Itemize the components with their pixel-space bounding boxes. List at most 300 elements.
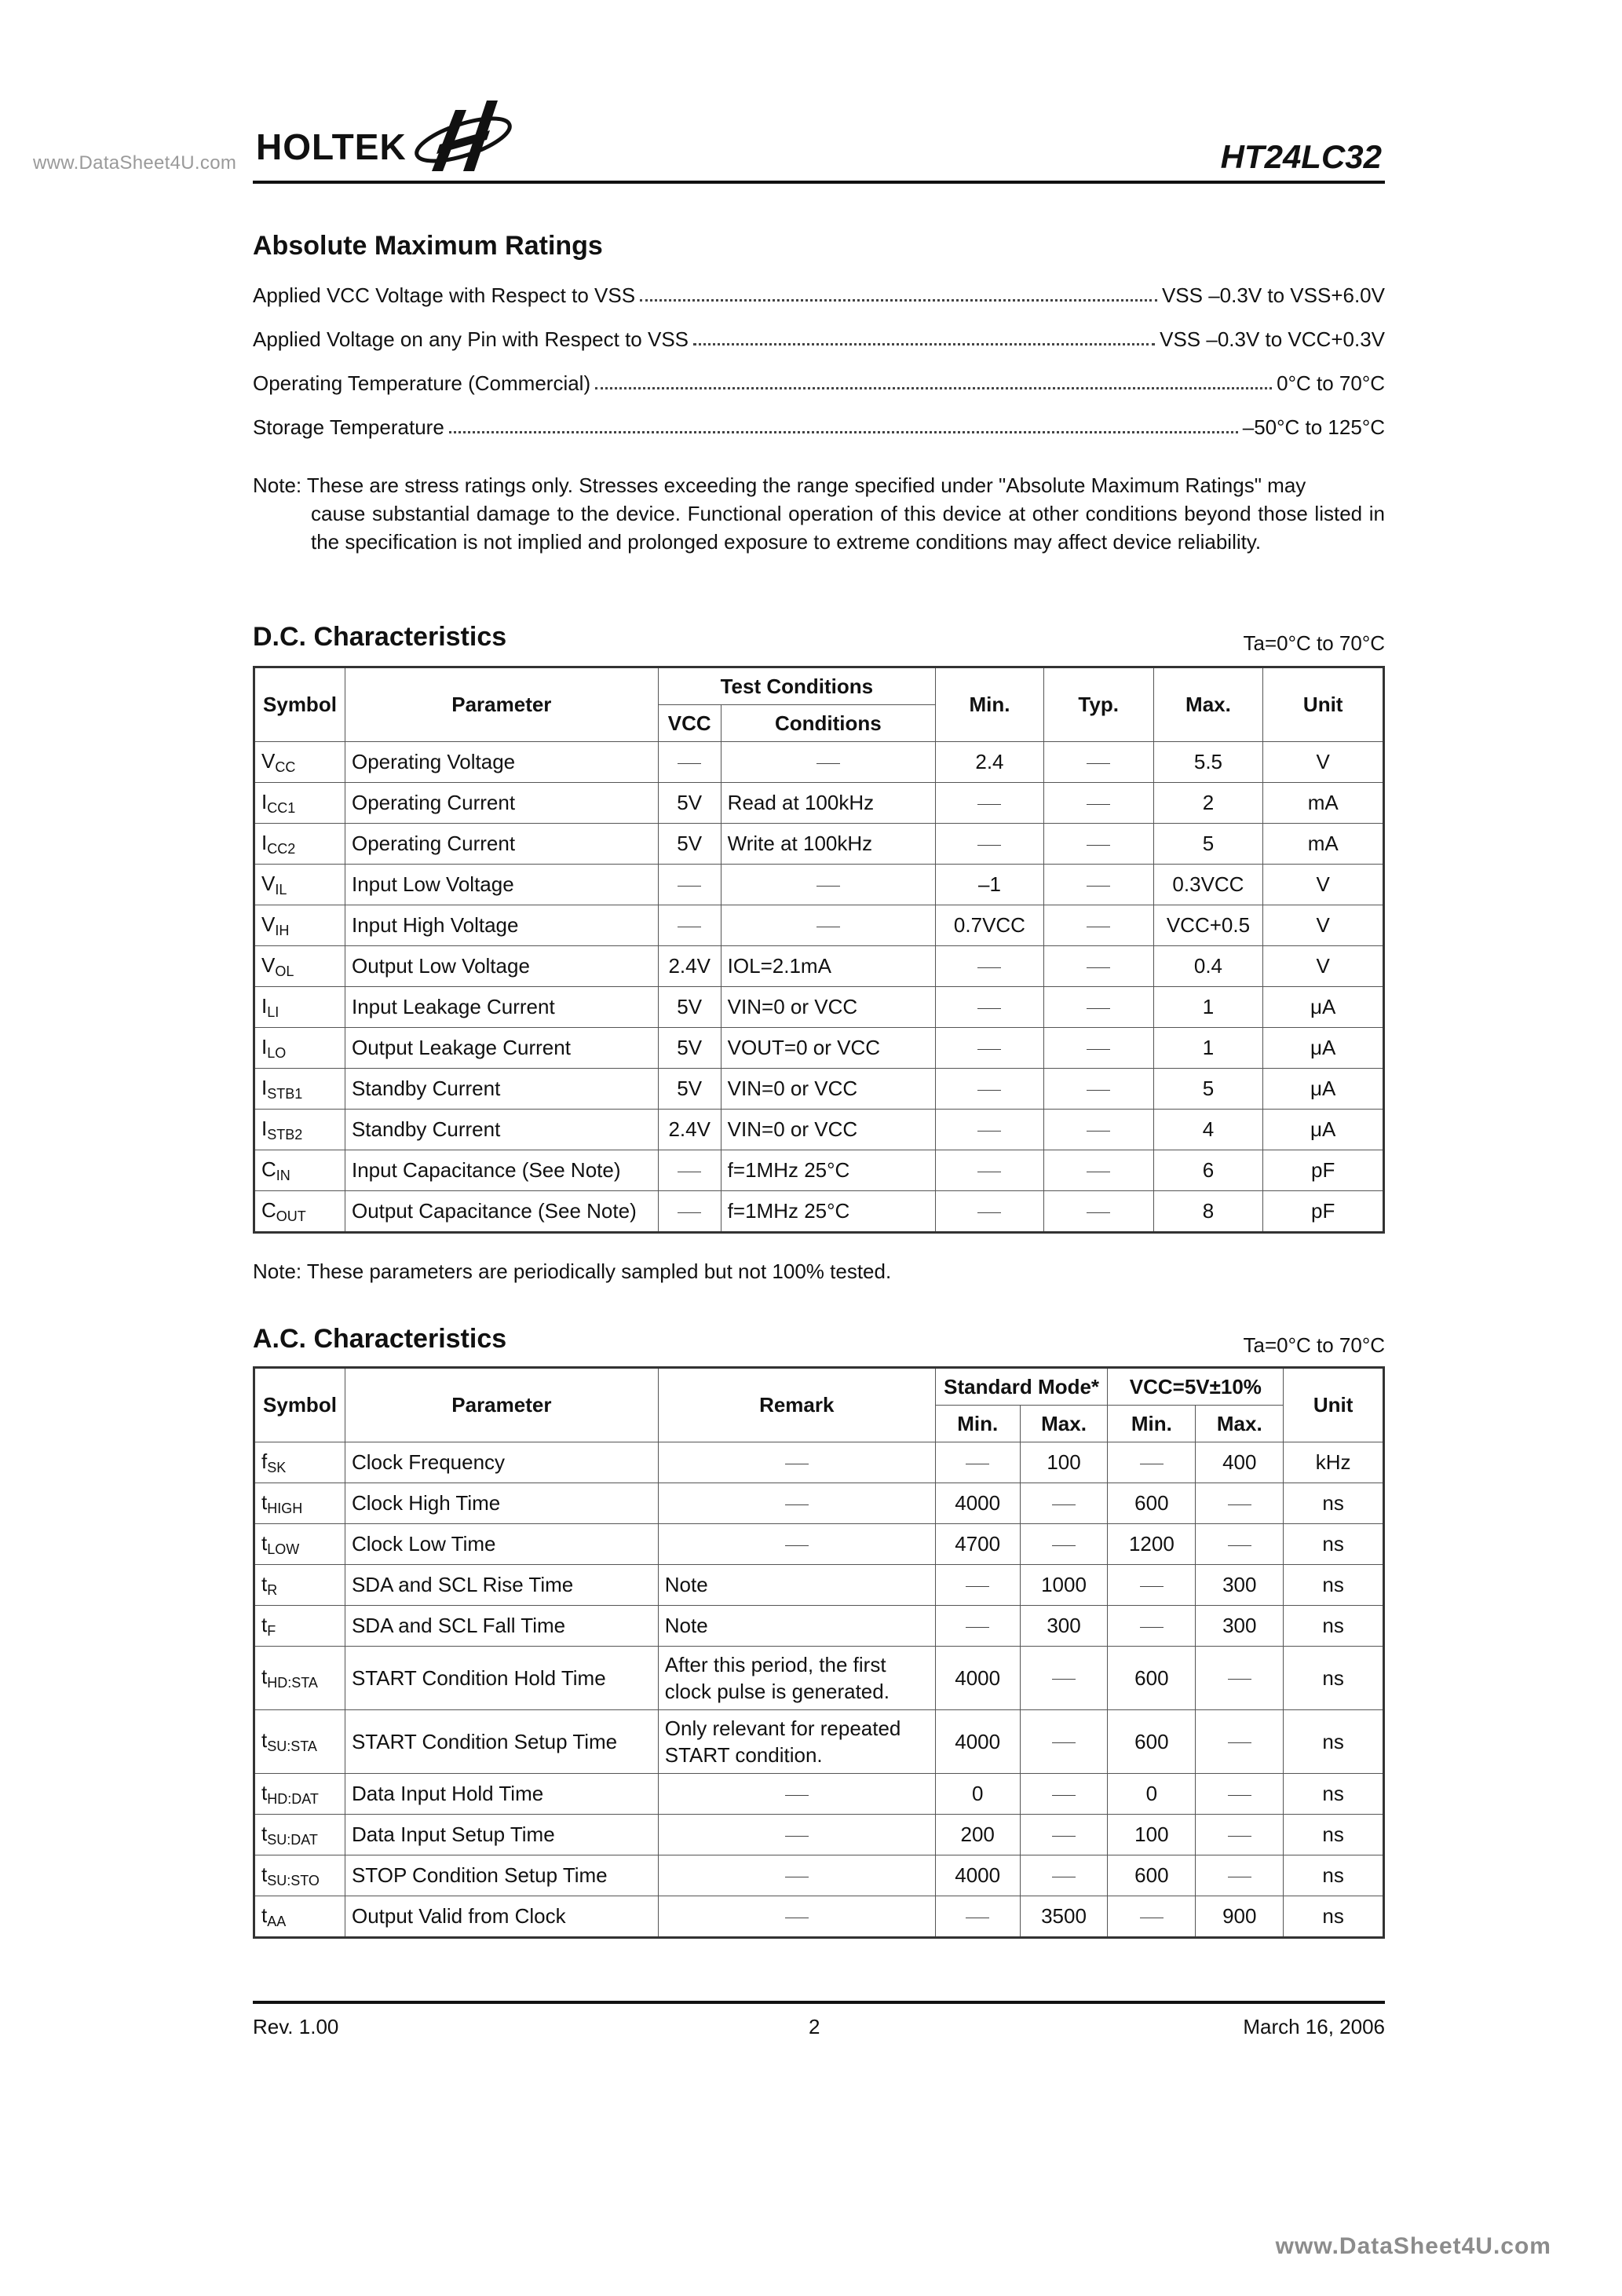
dash-mark xyxy=(1087,804,1110,805)
unit-cell: pF xyxy=(1263,1150,1384,1191)
table-row xyxy=(254,1524,1384,1565)
table-row xyxy=(254,1710,1384,1774)
vcc-max-cell xyxy=(1196,1524,1284,1565)
conditions-cell: VIN=0 or VCC xyxy=(721,1069,935,1110)
vcc-min-cell: 600 xyxy=(1108,1710,1196,1774)
table-row xyxy=(254,1815,1384,1855)
typ-cell xyxy=(1043,1069,1153,1110)
conditions-cell xyxy=(721,742,935,783)
dc-note: Note: These parameters are periodically sampled but not 100% tested. xyxy=(253,1260,892,1283)
std-min-cell: 200 xyxy=(935,1815,1020,1855)
symbol-subscript: OL xyxy=(275,963,294,979)
ac-header-vcc-max: Max. xyxy=(1196,1406,1284,1442)
dc-characteristics-table xyxy=(253,666,1385,1234)
dash-mark xyxy=(977,1131,1001,1132)
symbol-cell: $f_{SK}$ xyxy=(254,1442,345,1483)
dash-mark xyxy=(1052,1545,1076,1546)
unit-cell: ns xyxy=(1284,1896,1384,1938)
ac-header-vcc-min: Min. xyxy=(1108,1406,1196,1442)
unit-cell: pF xyxy=(1263,1191,1384,1233)
unit-cell: μA xyxy=(1263,987,1384,1028)
conditions-cell: Write at 100kHz xyxy=(721,824,935,865)
dash-mark xyxy=(1228,1545,1251,1546)
symbol-subscript: SU:STO xyxy=(267,1872,320,1888)
unit-cell: ns xyxy=(1284,1774,1384,1815)
vcc-cell xyxy=(658,1150,721,1191)
abs-max-note xyxy=(253,471,1385,556)
std-max-cell: 100 xyxy=(1020,1442,1108,1483)
vcc-max-cell xyxy=(1196,1855,1284,1896)
min-cell xyxy=(936,1110,1044,1150)
table-row xyxy=(254,1069,1384,1110)
remark-cell xyxy=(658,1815,935,1855)
dash-mark xyxy=(678,1212,701,1213)
min-cell xyxy=(936,783,1044,824)
conditions-cell: f=1MHz 25°C xyxy=(721,1150,935,1191)
parameter-cell: Standby Current xyxy=(345,1110,658,1150)
dash-mark xyxy=(1140,1627,1164,1628)
holtek-logo-icon xyxy=(408,93,518,179)
remark-cell: Note xyxy=(658,1565,935,1606)
std-min-cell xyxy=(935,1565,1020,1606)
table-row xyxy=(254,987,1384,1028)
min-cell xyxy=(936,1191,1044,1233)
parameter-cell: Output Valid from Clock xyxy=(345,1896,658,1938)
table-row xyxy=(254,905,1384,946)
parameter-cell: Clock Frequency xyxy=(345,1442,658,1483)
symbol-cell: $I_{LI}$ xyxy=(254,987,345,1028)
symbol-subscript: IN xyxy=(276,1167,290,1183)
rating-value: VSS –0.3V to VCC+0.3V xyxy=(1160,327,1385,351)
std-max-cell xyxy=(1020,1524,1108,1565)
unit-cell: ns xyxy=(1284,1855,1384,1896)
dc-header-parameter: Parameter xyxy=(345,667,658,742)
parameter-cell: Clock High Time xyxy=(345,1483,658,1524)
symbol-subscript: HD:STA xyxy=(267,1675,318,1691)
unit-cell: V xyxy=(1263,865,1384,905)
std-min-cell: 4000 xyxy=(935,1483,1020,1524)
std-max-cell: 300 xyxy=(1020,1606,1108,1647)
watermark-bottom: www.DataSheet4U.com xyxy=(1275,2233,1551,2259)
dash-mark xyxy=(1087,1212,1110,1213)
parameter-cell: Input Capacitance (See Note) xyxy=(345,1150,658,1191)
std-min-cell xyxy=(935,1442,1020,1483)
dot-leader xyxy=(449,431,1238,433)
std-max-cell xyxy=(1020,1483,1108,1524)
conditions-cell xyxy=(721,865,935,905)
ac-temperature-condition: Ta=0°C to 70°C xyxy=(1243,1333,1385,1357)
unit-cell: V xyxy=(1263,905,1384,946)
footer-rule xyxy=(253,2001,1385,2004)
dash-mark xyxy=(816,886,840,887)
footer-page-number: 2 xyxy=(809,2015,820,2038)
symbol-cell: $I_{CC1}$ xyxy=(254,783,345,824)
parameter-cell: Clock Low Time xyxy=(345,1524,658,1565)
dash-mark xyxy=(977,1212,1001,1213)
dc-temperature-condition: Ta=0°C to 70°C xyxy=(1243,631,1385,655)
conditions-cell: VIN=0 or VCC xyxy=(721,1110,935,1150)
symbol-cell: $t_{LOW}$ xyxy=(254,1524,345,1565)
vcc-min-cell: 600 xyxy=(1108,1647,1196,1710)
dash-mark xyxy=(678,763,701,764)
conditions-cell: Read at 100kHz xyxy=(721,783,935,824)
typ-cell xyxy=(1043,1028,1153,1069)
symbol-subscript: SU:DAT xyxy=(267,1831,318,1848)
ac-header-std-max: Max. xyxy=(1020,1406,1108,1442)
unit-cell: ns xyxy=(1284,1815,1384,1855)
ac-header-std-min: Min. xyxy=(935,1406,1020,1442)
typ-cell xyxy=(1043,1110,1153,1150)
document-title: HT24LC32 xyxy=(1220,138,1382,175)
symbol-subscript: STB1 xyxy=(267,1085,303,1102)
min-cell xyxy=(936,824,1044,865)
symbol-subscript: F xyxy=(267,1622,276,1639)
dc-header-typ: Typ. xyxy=(1043,667,1153,742)
header-rule xyxy=(253,181,1385,184)
max-cell: 8 xyxy=(1153,1191,1263,1233)
unit-cell: kHz xyxy=(1284,1442,1384,1483)
table-row xyxy=(254,1774,1384,1815)
table-row xyxy=(254,1606,1384,1647)
symbol-subscript: SK xyxy=(267,1459,287,1475)
dash-mark xyxy=(1228,1679,1251,1680)
parameter-cell: Input Low Voltage xyxy=(345,865,658,905)
symbol-subscript: OUT xyxy=(276,1208,306,1224)
dash-mark xyxy=(1052,1679,1076,1680)
std-min-cell: 0 xyxy=(935,1774,1020,1815)
dc-header-max: Max. xyxy=(1153,667,1263,742)
vcc-cell: 2.4V xyxy=(658,946,721,987)
remark-cell: Only relevant for repeated START condition. xyxy=(658,1710,935,1774)
note-first-line: These are stress ratings only. Stresses exceeding the range specified under "Absolute Maximum Ratings" may xyxy=(306,473,1306,497)
max-cell: 0.4 xyxy=(1153,946,1263,987)
typ-cell xyxy=(1043,865,1153,905)
vcc-cell: 5V xyxy=(658,1069,721,1110)
dash-mark xyxy=(1052,1742,1076,1743)
symbol-subscript: HIGH xyxy=(267,1500,303,1516)
rating-row xyxy=(253,280,1385,308)
dash-mark xyxy=(785,1836,809,1837)
table-row xyxy=(254,1565,1384,1606)
dc-header-conditions: Conditions xyxy=(721,705,935,742)
rating-row xyxy=(253,367,1385,396)
vcc-min-cell xyxy=(1108,1896,1196,1938)
vcc-cell: 5V xyxy=(658,1028,721,1069)
ac-header-remark: Remark xyxy=(658,1368,935,1442)
dash-mark xyxy=(1052,1795,1076,1796)
dash-mark xyxy=(977,804,1001,805)
symbol-cell: $t_{SU:STA}$ xyxy=(254,1710,345,1774)
min-cell xyxy=(936,1150,1044,1191)
rating-row xyxy=(253,324,1385,352)
dash-mark xyxy=(1228,1504,1251,1505)
conditions-cell: VIN=0 or VCC xyxy=(721,987,935,1028)
remark-cell xyxy=(658,1774,935,1815)
symbol-cell: $t_{HD:DAT}$ xyxy=(254,1774,345,1815)
dash-mark xyxy=(785,1504,809,1505)
symbol-cell: $t_{HIGH}$ xyxy=(254,1483,345,1524)
symbol-cell: $t_{HD:STA}$ xyxy=(254,1647,345,1710)
vcc-cell: 5V xyxy=(658,987,721,1028)
max-cell: 1 xyxy=(1153,1028,1263,1069)
min-cell xyxy=(936,987,1044,1028)
unit-cell: V xyxy=(1263,742,1384,783)
conditions-cell: f=1MHz 25°C xyxy=(721,1191,935,1233)
ac-characteristics-table xyxy=(253,1366,1385,1939)
remark-cell xyxy=(658,1896,935,1938)
dash-mark xyxy=(1140,1586,1164,1587)
abs-max-heading: Absolute Maximum Ratings xyxy=(253,231,603,261)
table-row xyxy=(254,1191,1384,1233)
symbol-cell: $V_{CC}$ xyxy=(254,742,345,783)
unit-cell: ns xyxy=(1284,1483,1384,1524)
symbol-cell: $V_{OL}$ xyxy=(254,946,345,987)
symbol-cell: $t_F$ xyxy=(254,1606,345,1647)
unit-cell: ns xyxy=(1284,1710,1384,1774)
footer-date: March 16, 2006 xyxy=(1243,2015,1385,2038)
symbol-cell: $I_{LO}$ xyxy=(254,1028,345,1069)
vcc-max-cell xyxy=(1196,1774,1284,1815)
vcc-max-cell: 400 xyxy=(1196,1442,1284,1483)
std-max-cell xyxy=(1020,1855,1108,1896)
vcc-min-cell: 1200 xyxy=(1108,1524,1196,1565)
dash-mark xyxy=(1052,1836,1076,1837)
std-min-cell: 4000 xyxy=(935,1855,1020,1896)
max-cell: 0.3VCC xyxy=(1153,865,1263,905)
table-row xyxy=(254,946,1384,987)
symbol-subscript: CC1 xyxy=(267,799,296,816)
dash-mark xyxy=(1228,1795,1251,1796)
typ-cell xyxy=(1043,742,1153,783)
parameter-cell: Input Leakage Current xyxy=(345,987,658,1028)
parameter-cell: START Condition Setup Time xyxy=(345,1710,658,1774)
vcc-max-cell xyxy=(1196,1710,1284,1774)
unit-cell: μA xyxy=(1263,1110,1384,1150)
max-cell: 1 xyxy=(1153,987,1263,1028)
dc-table-body xyxy=(254,742,1384,1233)
unit-cell: μA xyxy=(1263,1069,1384,1110)
min-cell: 0.7VCC xyxy=(936,905,1044,946)
dash-mark xyxy=(1087,1049,1110,1050)
parameter-cell: START Condition Hold Time xyxy=(345,1647,658,1710)
parameter-cell: Output Capacitance (See Note) xyxy=(345,1191,658,1233)
remark-cell: After this period, the first clock pulse is generated. xyxy=(658,1647,935,1710)
parameter-cell: Data Input Setup Time xyxy=(345,1815,658,1855)
vcc-cell: 2.4V xyxy=(658,1110,721,1150)
table-row xyxy=(254,865,1384,905)
table-row xyxy=(254,1028,1384,1069)
dc-header-test-conditions: Test Conditions xyxy=(658,667,935,705)
symbol-cell: $V_{IH}$ xyxy=(254,905,345,946)
dash-mark xyxy=(785,1795,809,1796)
typ-cell xyxy=(1043,1150,1153,1191)
typ-cell xyxy=(1043,824,1153,865)
dot-leader xyxy=(595,387,1272,389)
ac-header-standard-mode: Standard Mode* xyxy=(935,1368,1108,1406)
note-continuation: cause substantial damage to the device. Functional operation of this device at other conditions beyond those listed in the specification is not implied and prolonged exposure to extreme conditions may affect device reliability. xyxy=(311,502,1385,554)
parameter-cell: Output Leakage Current xyxy=(345,1028,658,1069)
symbol-cell: $t_{SU:STO}$ xyxy=(254,1855,345,1896)
table-row xyxy=(254,783,1384,824)
vcc-max-cell: 300 xyxy=(1196,1565,1284,1606)
dash-mark xyxy=(1087,967,1110,968)
dash-mark xyxy=(1087,763,1110,764)
symbol-subscript: LI xyxy=(267,1004,279,1020)
symbol-subscript: AA xyxy=(267,1913,287,1929)
dot-leader xyxy=(693,343,1155,345)
table-row xyxy=(254,1896,1384,1938)
max-cell: 2 xyxy=(1153,783,1263,824)
max-cell: 6 xyxy=(1153,1150,1263,1191)
dash-mark xyxy=(977,1049,1001,1050)
watermark-top: www.DataSheet4U.com xyxy=(33,152,237,174)
parameter-cell: SDA and SCL Rise Time xyxy=(345,1565,658,1606)
unit-cell: ns xyxy=(1284,1606,1384,1647)
vcc-min-cell: 100 xyxy=(1108,1815,1196,1855)
dash-mark xyxy=(977,967,1001,968)
min-cell: 2.4 xyxy=(936,742,1044,783)
symbol-cell: $t_R$ xyxy=(254,1565,345,1606)
std-max-cell xyxy=(1020,1647,1108,1710)
std-min-cell xyxy=(935,1896,1020,1938)
std-max-cell xyxy=(1020,1710,1108,1774)
symbol-subscript: CC xyxy=(275,759,296,775)
unit-cell: mA xyxy=(1263,824,1384,865)
std-min-cell: 4700 xyxy=(935,1524,1020,1565)
typ-cell xyxy=(1043,905,1153,946)
std-max-cell: 3500 xyxy=(1020,1896,1108,1938)
parameter-cell: SDA and SCL Fall Time xyxy=(345,1606,658,1647)
std-max-cell: 1000 xyxy=(1020,1565,1108,1606)
symbol-cell: $C_{OUT}$ xyxy=(254,1191,345,1233)
note-prefix: Note: xyxy=(253,473,302,497)
dc-header-min: Min. xyxy=(936,667,1044,742)
dash-mark xyxy=(977,845,1001,846)
symbol-subscript: R xyxy=(267,1581,278,1598)
vcc-cell xyxy=(658,865,721,905)
parameter-cell: Standby Current xyxy=(345,1069,658,1110)
rating-value: VSS –0.3V to VSS+6.0V xyxy=(1161,283,1385,307)
rating-label: Applied VCC Voltage with Respect to VSS xyxy=(253,283,636,307)
table-row xyxy=(254,742,1384,783)
remark-cell xyxy=(658,1524,935,1565)
dash-mark xyxy=(1087,886,1110,887)
parameter-cell: Input High Voltage xyxy=(345,905,658,946)
dash-mark xyxy=(1087,845,1110,846)
symbol-subscript: STB2 xyxy=(267,1126,303,1143)
dash-mark xyxy=(1228,1836,1251,1837)
vcc-min-cell: 600 xyxy=(1108,1855,1196,1896)
vcc-cell: 5V xyxy=(658,824,721,865)
ac-heading: A.C. Characteristics xyxy=(253,1324,507,1354)
unit-cell: ns xyxy=(1284,1647,1384,1710)
symbol-subscript: IH xyxy=(275,922,290,938)
max-cell: 5.5 xyxy=(1153,742,1263,783)
dot-leader xyxy=(640,299,1157,302)
std-min-cell: 4000 xyxy=(935,1710,1020,1774)
max-cell: 5 xyxy=(1153,824,1263,865)
ac-header-unit: Unit xyxy=(1284,1368,1384,1442)
remark-cell: Note xyxy=(658,1606,935,1647)
dc-header-vcc: VCC xyxy=(658,705,721,742)
typ-cell xyxy=(1043,783,1153,824)
vcc-min-cell xyxy=(1108,1565,1196,1606)
typ-cell xyxy=(1043,987,1153,1028)
remark-cell xyxy=(658,1442,935,1483)
symbol-cell: $I_{STB1}$ xyxy=(254,1069,345,1110)
dash-mark xyxy=(678,886,701,887)
ac-header-parameter: Parameter xyxy=(345,1368,658,1442)
rating-row xyxy=(253,411,1385,440)
dc-header-symbol: Symbol xyxy=(254,667,345,742)
dash-mark xyxy=(1087,1008,1110,1009)
parameter-cell: Operating Current xyxy=(345,824,658,865)
ac-header-vcc-mode: VCC=5V±10% xyxy=(1108,1368,1284,1406)
unit-cell: mA xyxy=(1263,783,1384,824)
std-max-cell xyxy=(1020,1774,1108,1815)
symbol-cell: $t_{AA}$ xyxy=(254,1896,345,1938)
dash-mark xyxy=(785,1545,809,1546)
ac-header-symbol: Symbol xyxy=(254,1368,345,1442)
typ-cell xyxy=(1043,1191,1153,1233)
symbol-subscript: CC2 xyxy=(267,840,296,857)
vcc-min-cell xyxy=(1108,1442,1196,1483)
ac-table-body xyxy=(254,1442,1384,1938)
rating-label: Operating Temperature (Commercial) xyxy=(253,371,591,395)
remark-cell xyxy=(658,1483,935,1524)
vcc-max-cell xyxy=(1196,1815,1284,1855)
unit-cell: ns xyxy=(1284,1565,1384,1606)
min-cell xyxy=(936,1069,1044,1110)
table-row xyxy=(254,1483,1384,1524)
dash-mark xyxy=(966,1627,989,1628)
symbol-cell: $t_{SU:DAT}$ xyxy=(254,1815,345,1855)
dash-mark xyxy=(1228,1742,1251,1743)
unit-cell: ns xyxy=(1284,1524,1384,1565)
rating-value: –50°C to 125°C xyxy=(1242,415,1385,439)
min-cell: –1 xyxy=(936,865,1044,905)
unit-cell: V xyxy=(1263,946,1384,987)
table-row xyxy=(254,1442,1384,1483)
max-cell: 4 xyxy=(1153,1110,1263,1150)
vcc-min-cell: 0 xyxy=(1108,1774,1196,1815)
std-min-cell: 4000 xyxy=(935,1647,1020,1710)
max-cell: 5 xyxy=(1153,1069,1263,1110)
dash-mark xyxy=(977,1090,1001,1091)
symbol-subscript: LOW xyxy=(267,1541,300,1557)
conditions-cell: VOUT=0 or VCC xyxy=(721,1028,935,1069)
dash-mark xyxy=(977,1008,1001,1009)
symbol-subscript: LO xyxy=(267,1044,287,1061)
parameter-cell: Operating Current xyxy=(345,783,658,824)
dash-mark xyxy=(1087,1090,1110,1091)
dc-heading: D.C. Characteristics xyxy=(253,622,507,652)
rating-label: Storage Temperature xyxy=(253,415,444,439)
dash-mark xyxy=(1087,1131,1110,1132)
symbol-subscript: IL xyxy=(275,881,287,898)
dc-header-unit: Unit xyxy=(1263,667,1384,742)
parameter-cell: STOP Condition Setup Time xyxy=(345,1855,658,1896)
table-row xyxy=(254,1110,1384,1150)
vcc-max-cell xyxy=(1196,1483,1284,1524)
dash-mark xyxy=(1052,1504,1076,1505)
rating-value: 0°C to 70°C xyxy=(1277,371,1385,395)
vcc-max-cell xyxy=(1196,1647,1284,1710)
holtek-logo-text: HOLTEK xyxy=(256,126,407,167)
dash-mark xyxy=(966,1586,989,1587)
remark-cell xyxy=(658,1855,935,1896)
unit-cell: μA xyxy=(1263,1028,1384,1069)
